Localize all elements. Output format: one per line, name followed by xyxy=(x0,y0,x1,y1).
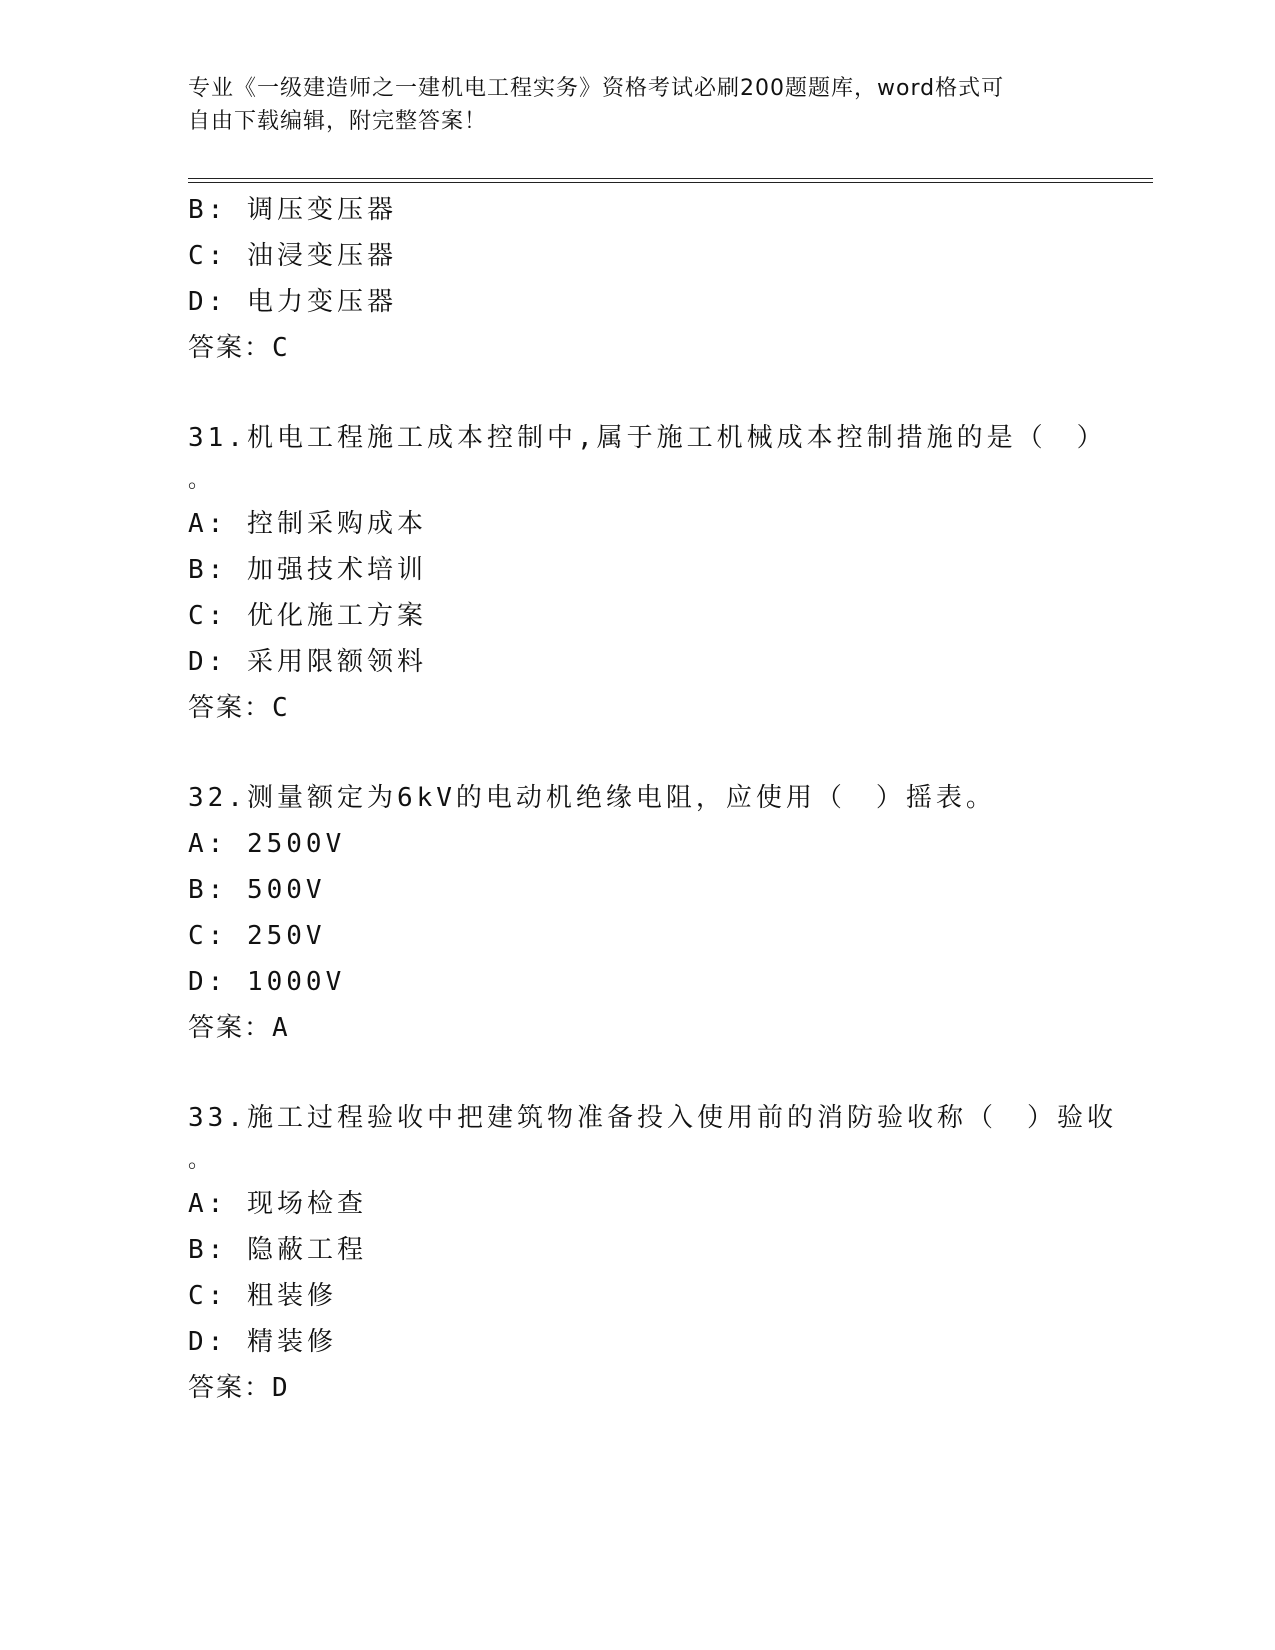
option-c: C: 优化施工方案 xyxy=(188,601,427,631)
answer-text: 答案：D xyxy=(188,1373,290,1403)
option-b: B: 隐蔽工程 xyxy=(188,1235,367,1265)
option-c: C: 250V xyxy=(188,921,326,951)
answer-text: 答案：C xyxy=(188,333,290,363)
question-stem-tail: 。 xyxy=(188,468,215,493)
option-d: D: 采用限额领料 xyxy=(188,647,427,677)
option-b: B: 调压变压器 xyxy=(188,195,397,225)
option-a: A: 2500V xyxy=(188,829,346,859)
option-a: A: 现场检查 xyxy=(188,1189,367,1219)
header-title-line-1: 专业《一级建造师之一建机电工程实务》资格考试必刷200题题库，word格式可 xyxy=(188,76,1005,101)
question-block-32 xyxy=(188,775,1153,1051)
option-b: B: 加强技术培训 xyxy=(188,555,427,585)
question-list xyxy=(188,187,1153,1411)
header-rule-top xyxy=(188,178,1153,179)
option-b: B: 500V xyxy=(188,875,326,905)
option-d: D: 精装修 xyxy=(188,1327,337,1357)
answer-text: 答案：C xyxy=(188,693,290,723)
option-d: D: 电力变压器 xyxy=(188,287,397,317)
option-c: C: 油浸变压器 xyxy=(188,241,397,271)
page-header xyxy=(188,72,1088,138)
question-stem: 31.机电工程施工成本控制中,属于施工机械成本控制措施的是（ ） xyxy=(188,423,1107,453)
question-block-30 xyxy=(188,187,1153,371)
question-stem: 33.施工过程验收中把建筑物准备投入使用前的消防验收称（ ）验收 xyxy=(188,1103,1117,1133)
question-block-31 xyxy=(188,415,1153,731)
option-a: A: 控制采购成本 xyxy=(188,509,427,539)
answer-text: 答案：A xyxy=(188,1013,290,1043)
question-stem: 32.测量额定为6kV的电动机绝缘电阻，应使用（ ）摇表。 xyxy=(188,783,996,813)
header-title-line-2: 自由下载编辑，附完整答案！ xyxy=(188,109,488,134)
question-block-33 xyxy=(188,1095,1153,1411)
option-c: C: 粗装修 xyxy=(188,1281,337,1311)
question-stem-tail: 。 xyxy=(188,1148,215,1173)
option-d: D: 1000V xyxy=(188,967,346,997)
header-rule-bottom xyxy=(188,182,1153,183)
